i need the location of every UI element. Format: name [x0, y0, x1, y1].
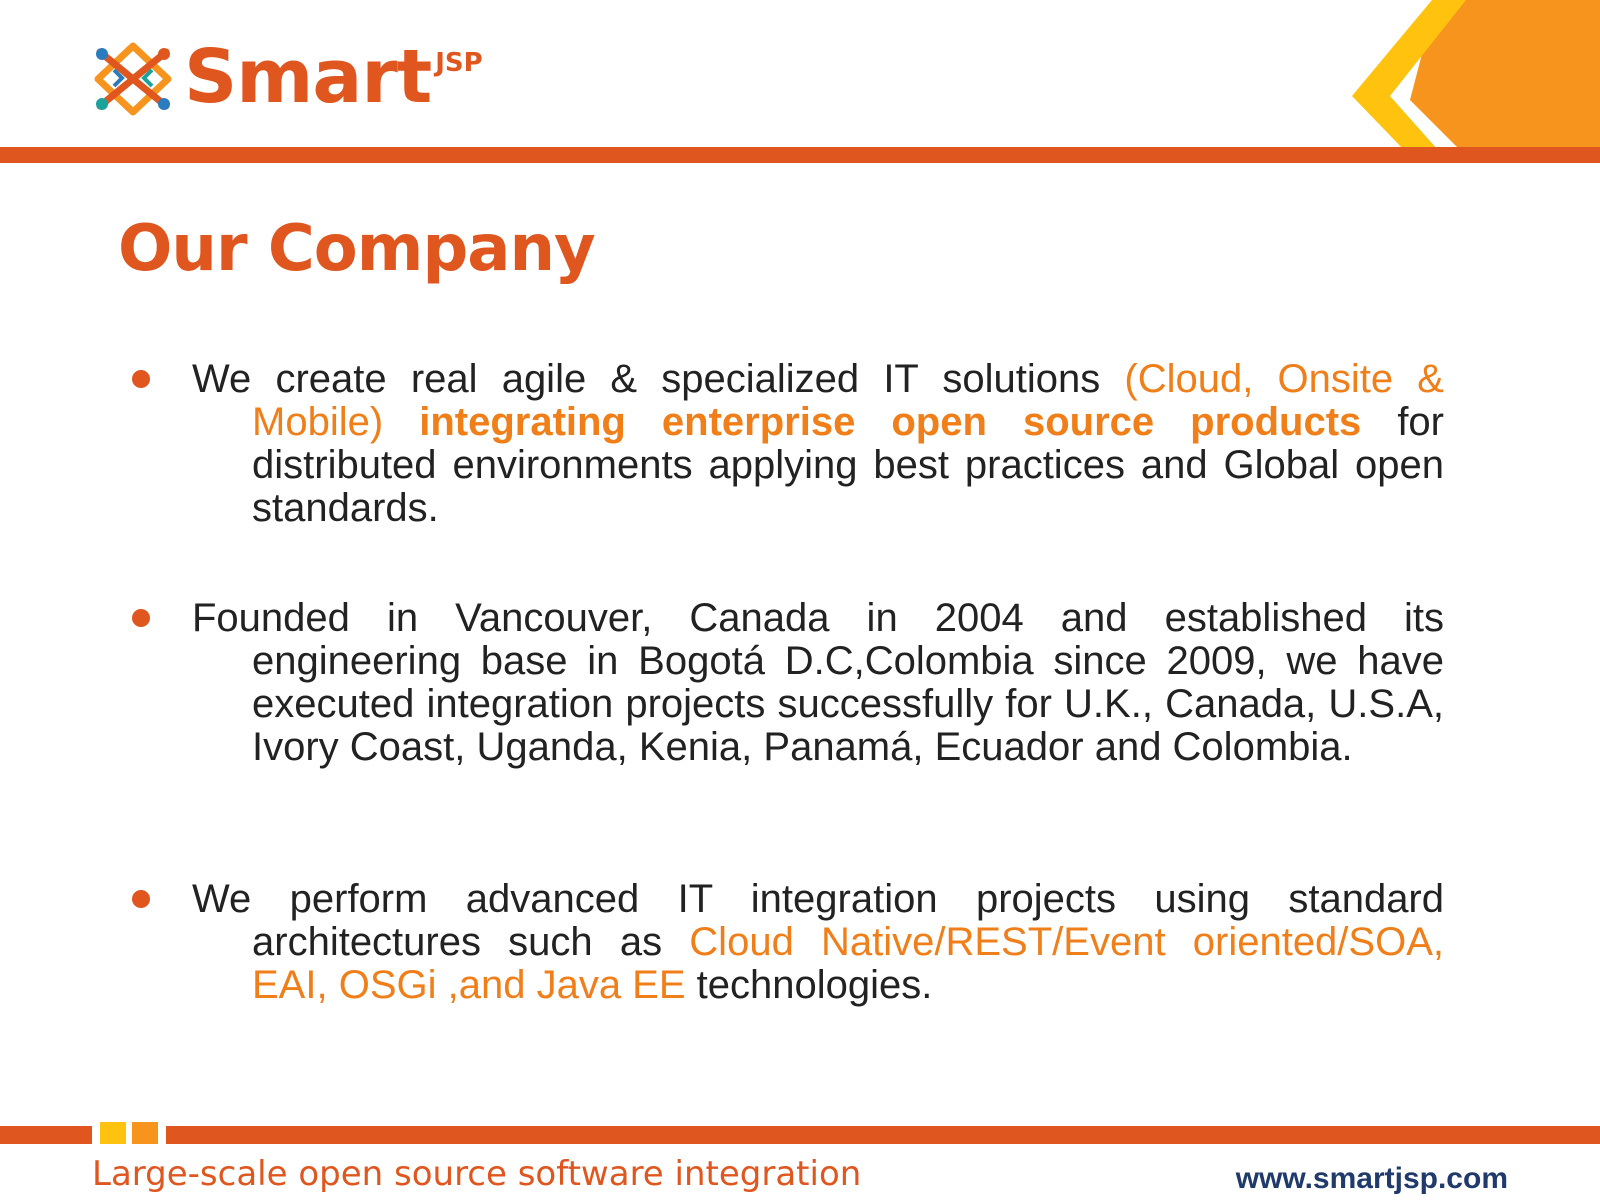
footer-divider	[0, 1126, 1600, 1144]
brand-superscript: JSP	[435, 48, 483, 78]
bullet-dot	[132, 890, 150, 908]
text-segment: technologies.	[685, 963, 933, 1007]
page-title: Our Company	[118, 212, 595, 286]
bullet-dot	[132, 370, 150, 388]
bullet-text	[192, 597, 1444, 769]
text-segment: Founded in Vancouver, Canada in 2004 and established its engineering base in Bogotá D.C,Colombia since 2009, we have executed integration projects successfully for U.K., Canada, U.S.A, Ivory Coast, Uganda, Kenia, Panamá, Ecuador and Colombia.	[192, 596, 1444, 769]
header-divider	[0, 147, 1600, 163]
bullet-dot	[132, 609, 150, 627]
footer-tagline: Large-scale open source software integration	[92, 1154, 862, 1194]
brand-logo	[92, 34, 483, 120]
footer-website-link[interactable]: www.smartjsp.com	[1235, 1162, 1508, 1195]
slide-footer	[0, 1118, 1600, 1200]
bullet-text	[192, 358, 1444, 530]
text-segment: for distributed environments applying best practices and Global open standards.	[252, 400, 1445, 530]
text-segment: We perform advanced IT integration projects using standard architectures such as	[192, 877, 1444, 964]
smartjsp-logo-icon	[92, 40, 174, 118]
highlight-bold-segment: integrating enterprise open source products	[419, 400, 1362, 444]
highlight-segment: Cloud Native/REST/Event oriented/SOA, EAI, OSGi ,and Java EE	[252, 920, 1445, 1007]
bullet-text	[192, 878, 1444, 1007]
brand-name: Smart	[184, 34, 432, 120]
footer-accent-square	[100, 1122, 126, 1144]
text-segment: We create real agile & specialized IT solutions	[192, 357, 1125, 401]
footer-accent-square	[132, 1122, 158, 1144]
highlight-segment: (Cloud, Onsite & Mobile)	[252, 357, 1444, 444]
corner-decoration	[1340, 0, 1600, 150]
slide-header	[0, 0, 1600, 165]
